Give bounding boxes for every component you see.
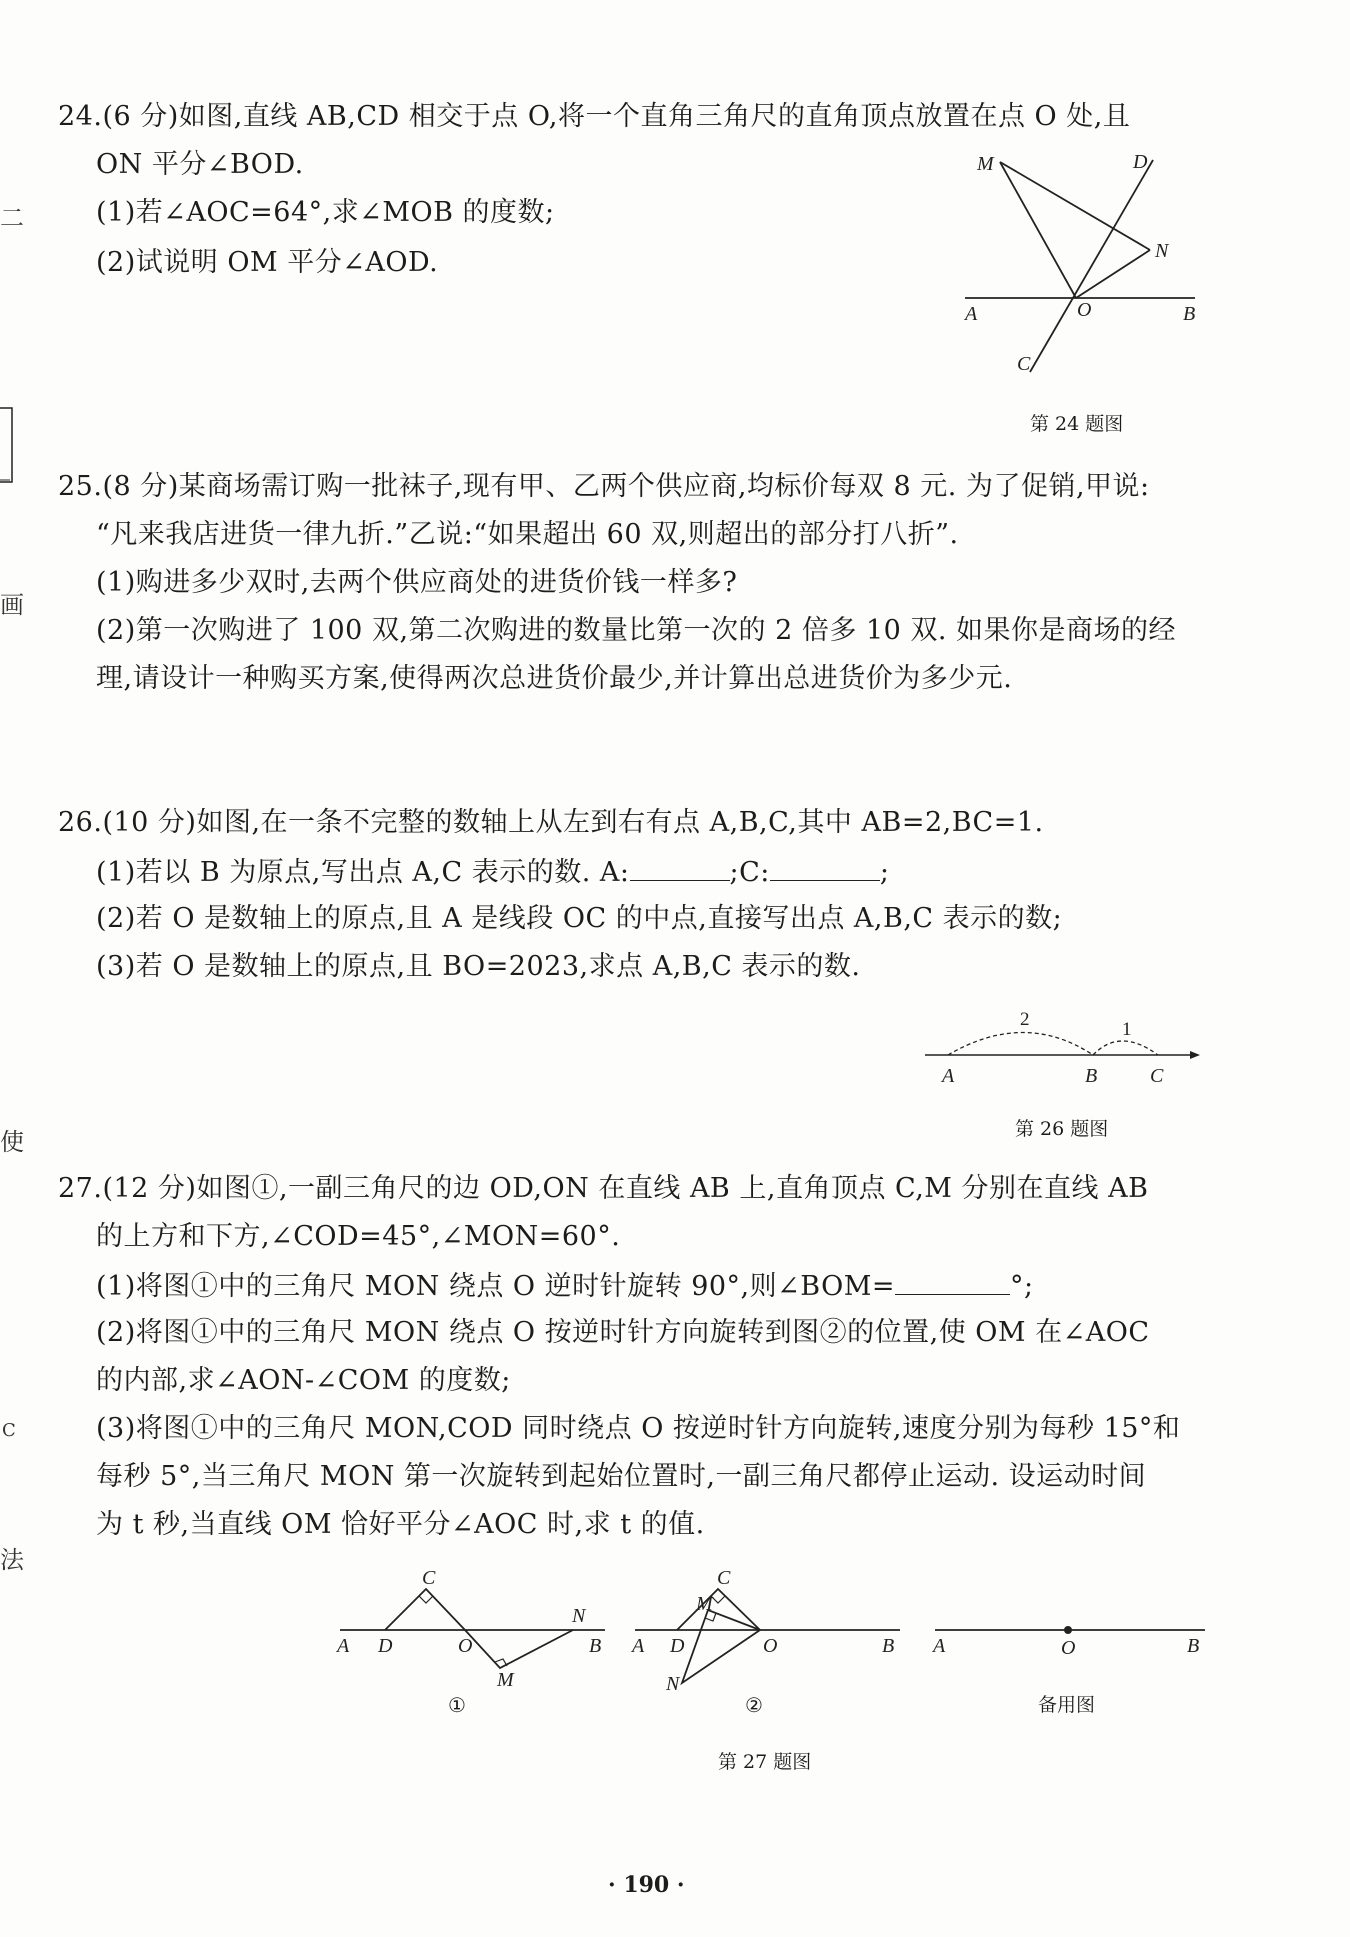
label-o: O — [1077, 299, 1092, 321]
q24-stem-line2: ON 平分∠BOD. — [96, 149, 304, 180]
line-cd — [1030, 160, 1153, 372]
q27-part3-line3: 为 t 秒,当直线 OM 恰好平分∠AOC 时,求 t 的值. — [96, 1509, 705, 1540]
label-m: M — [977, 153, 994, 175]
q27-part1 — [96, 1268, 1034, 1304]
q27-stem-line2: 的上方和下方,∠COD=45°,∠MON=60°. — [96, 1221, 621, 1252]
q27-caption: 第 27 题图 — [718, 1751, 812, 1773]
q25-part1: (1)购进多少双时,去两个供应商处的进货价钱一样多? — [96, 567, 738, 598]
arc-bc — [1093, 1041, 1158, 1055]
q24-stem-line1: 24.(6 分)如图,直线 AB,CD 相交于点 O,将一个直角三角尺的直角顶点放置在点 O 处,且 — [58, 101, 1131, 132]
margin-char: 法 — [0, 1546, 24, 1574]
q24-part2: (2)试说明 OM 平分∠AOD. — [96, 247, 439, 278]
label-n: N — [666, 1673, 680, 1695]
q24-part1: (1)若∠AOC=64°,求∠MOB 的度数; — [96, 197, 555, 228]
label-n: N — [1155, 240, 1169, 262]
q26-stem: 26.(10 分)如图,在一条不完整的数轴上从左到右有点 A,B,C,其中 AB=2,BC=1. — [58, 807, 1044, 838]
q25-part2-line2: 理,请设计一种购买方案,使得两次总进货价最少,并计算出总进货价为多少元. — [96, 663, 1013, 694]
q25-stem-line2: “凡来我店进货一律九折.”乙说:“如果超出 60 双,则超出的部分打八折”. — [96, 519, 959, 550]
q25-part2-line1: (2)第一次购进了 100 双,第二次购进的数量比第一次的 2 倍多 10 双. 如果你是商场的经 — [96, 615, 1177, 646]
page-number: · 190 · — [608, 1872, 685, 1898]
q25-stem-line1: 25.(8 分)某商场需订购一批袜子,现有甲、乙两个供应商,均标价每双 8 元. 为了促销,甲说: — [58, 471, 1150, 502]
triangle-mon — [682, 1610, 760, 1683]
q26-part3: (3)若 O 是数轴上的原点,且 BO=2023,求点 A,B,C 表示的数. — [96, 951, 861, 982]
margin-char: 画 — [0, 591, 24, 619]
margin-char: 使 — [0, 1128, 24, 1156]
label-d: D — [378, 1635, 393, 1657]
label-c: C — [1150, 1065, 1164, 1087]
q27-part3-line1: (3)将图①中的三角尺 MON,COD 同时绕点 O 按逆时针方向旋转,速度分别为每秒 15°和 — [96, 1413, 1181, 1444]
label-n: N — [572, 1605, 586, 1627]
q27-figure-1 — [335, 1562, 610, 1692]
q27-figure-1-label: ① — [448, 1693, 466, 1717]
margin-box-fragment — [0, 400, 16, 490]
q27-part1-end: °; — [1010, 1271, 1034, 1302]
q26-part1-end: ; — [879, 857, 890, 888]
label-ab-length: 2 — [1020, 1009, 1030, 1030]
label-b: B — [589, 1635, 602, 1657]
triangle-edge-mn — [1000, 162, 1150, 250]
label-o: O — [763, 1635, 778, 1657]
q26-number-line-figure — [920, 1005, 1210, 1085]
q26-part1-mid: ;C: — [729, 857, 770, 888]
label-b: B — [1187, 1635, 1200, 1657]
q27-figure-2-label: ② — [745, 1693, 763, 1717]
q24-figure — [955, 150, 1205, 380]
q27-part2-line1: (2)将图①中的三角尺 MON 绕点 O 按逆时针方向旋转到图②的位置,使 OM 在∠AOC — [96, 1317, 1150, 1348]
q26-part1-text: (1)若以 B 为原点,写出点 A,C 表示的数. A: — [96, 857, 630, 888]
q27-part1-text: (1)将图①中的三角尺 MON 绕点 O 逆时针旋转 90°,则∠BOM= — [96, 1271, 896, 1302]
q27-spare-figure-label: 备用图 — [1038, 1694, 1096, 1716]
label-d: D — [670, 1635, 685, 1657]
q26-part1 — [96, 854, 889, 890]
q27-spare-figure — [925, 1562, 1210, 1692]
label-a: A — [965, 303, 978, 325]
label-c: C — [422, 1567, 436, 1589]
q27-stem-line1: 27.(12 分)如图①,一副三角尺的边 OD,ON 在直线 AB 上,直角顶点 C,M 分别在直线 AB — [58, 1173, 1149, 1204]
q27-figure-2 — [630, 1562, 905, 1695]
answer-blank-a[interactable] — [630, 854, 730, 881]
triangle-mon — [465, 1630, 573, 1668]
answer-blank-c[interactable] — [770, 854, 880, 881]
label-a: A — [933, 1635, 946, 1657]
label-b: B — [1183, 303, 1196, 325]
label-b: B — [882, 1635, 895, 1657]
label-m: M — [497, 1669, 514, 1691]
q27-part2-line2: 的内部,求∠AON-∠COM 的度数; — [96, 1365, 511, 1396]
label-o: O — [458, 1635, 473, 1657]
q26-part2: (2)若 O 是数轴上的原点,且 A 是线段 OC 的中点,直接写出点 A,B,C 表示的数; — [96, 903, 1063, 934]
label-b: B — [1085, 1065, 1098, 1087]
right-angle-mark-c — [419, 1596, 433, 1603]
right-angle-mark-c — [711, 1596, 725, 1603]
margin-char: 二 — [0, 204, 24, 232]
triangle-cod — [677, 1589, 760, 1630]
q26-caption: 第 26 题图 — [1015, 1118, 1109, 1140]
label-a: A — [942, 1065, 955, 1087]
label-m: M — [696, 1593, 713, 1615]
ray-om — [1000, 162, 1076, 298]
label-a: A — [337, 1635, 350, 1657]
label-c: C — [717, 1567, 731, 1589]
arc-ab — [948, 1033, 1093, 1056]
label-bc-length: 1 — [1122, 1019, 1132, 1040]
triangle-cod — [385, 1589, 465, 1630]
label-d: D — [1133, 151, 1148, 173]
q27-part3-line2: 每秒 5°,当三角尺 MON 第一次旋转到起始位置时,一副三角尺都停止运动. 设运动时间 — [96, 1461, 1147, 1492]
point-o — [1064, 1626, 1072, 1634]
label-c: C — [1017, 353, 1031, 375]
answer-blank-bom[interactable] — [895, 1268, 1010, 1295]
q24-caption: 第 24 题图 — [1030, 413, 1124, 435]
label-o: O — [1061, 1637, 1076, 1659]
label-a: A — [632, 1635, 645, 1657]
margin-char: C — [2, 1420, 16, 1441]
